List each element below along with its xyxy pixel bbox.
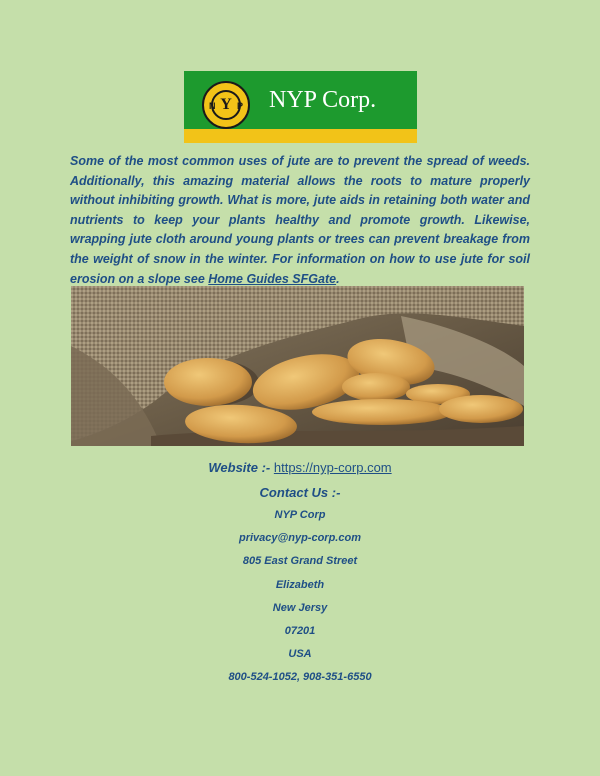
home-guides-link[interactable]: Home Guides SFGate [208,271,337,286]
contact-street: 805 East Grand Street [242,555,358,567]
contact-company: NYP Corp [274,509,326,521]
contact-zip: 07201 [284,625,316,637]
contact-city: Elizabeth [275,579,325,591]
potatoes-in-jute-sack-image [71,286,524,446]
contact-email[interactable]: privacy@nyp-corp.com [239,532,361,544]
logo-company-name: NYP Corp. [269,87,377,113]
contact-title: Contact Us :- [259,485,341,500]
paragraph-end: . [336,271,340,286]
website-line [0,460,600,475]
emblem-letter-p: P [236,101,243,111]
body-paragraph [70,152,530,289]
company-logo [184,71,417,143]
contact-phone[interactable]: 800-524-1052, 908-351-6550 [228,671,372,683]
paragraph-text: Some of the most common uses of jute are to prevent the spread of weeds. Additionally, this amazing material allows the roots to mature properly without inhibiting growth. What is more, jute aids in retaining both water and nutrients to keep your plants healthy and promote growth. Likewise, wrapping jute cloth around young plants or trees can prevent breakage from the weight of snow in the winter. For information on how to use jute for soil erosion on a slope see [70,154,530,286]
contact-state: New Jersy [272,602,328,614]
emblem-letter-n: N [209,101,216,111]
website-link[interactable]: https://nyp-corp.com [273,460,392,475]
website-label: Website :- [208,460,274,475]
logo-yellow-band [184,129,417,143]
contact-country: USA [288,648,312,660]
logo-emblem-icon [202,81,250,129]
emblem-letter-y: Y [220,96,232,113]
